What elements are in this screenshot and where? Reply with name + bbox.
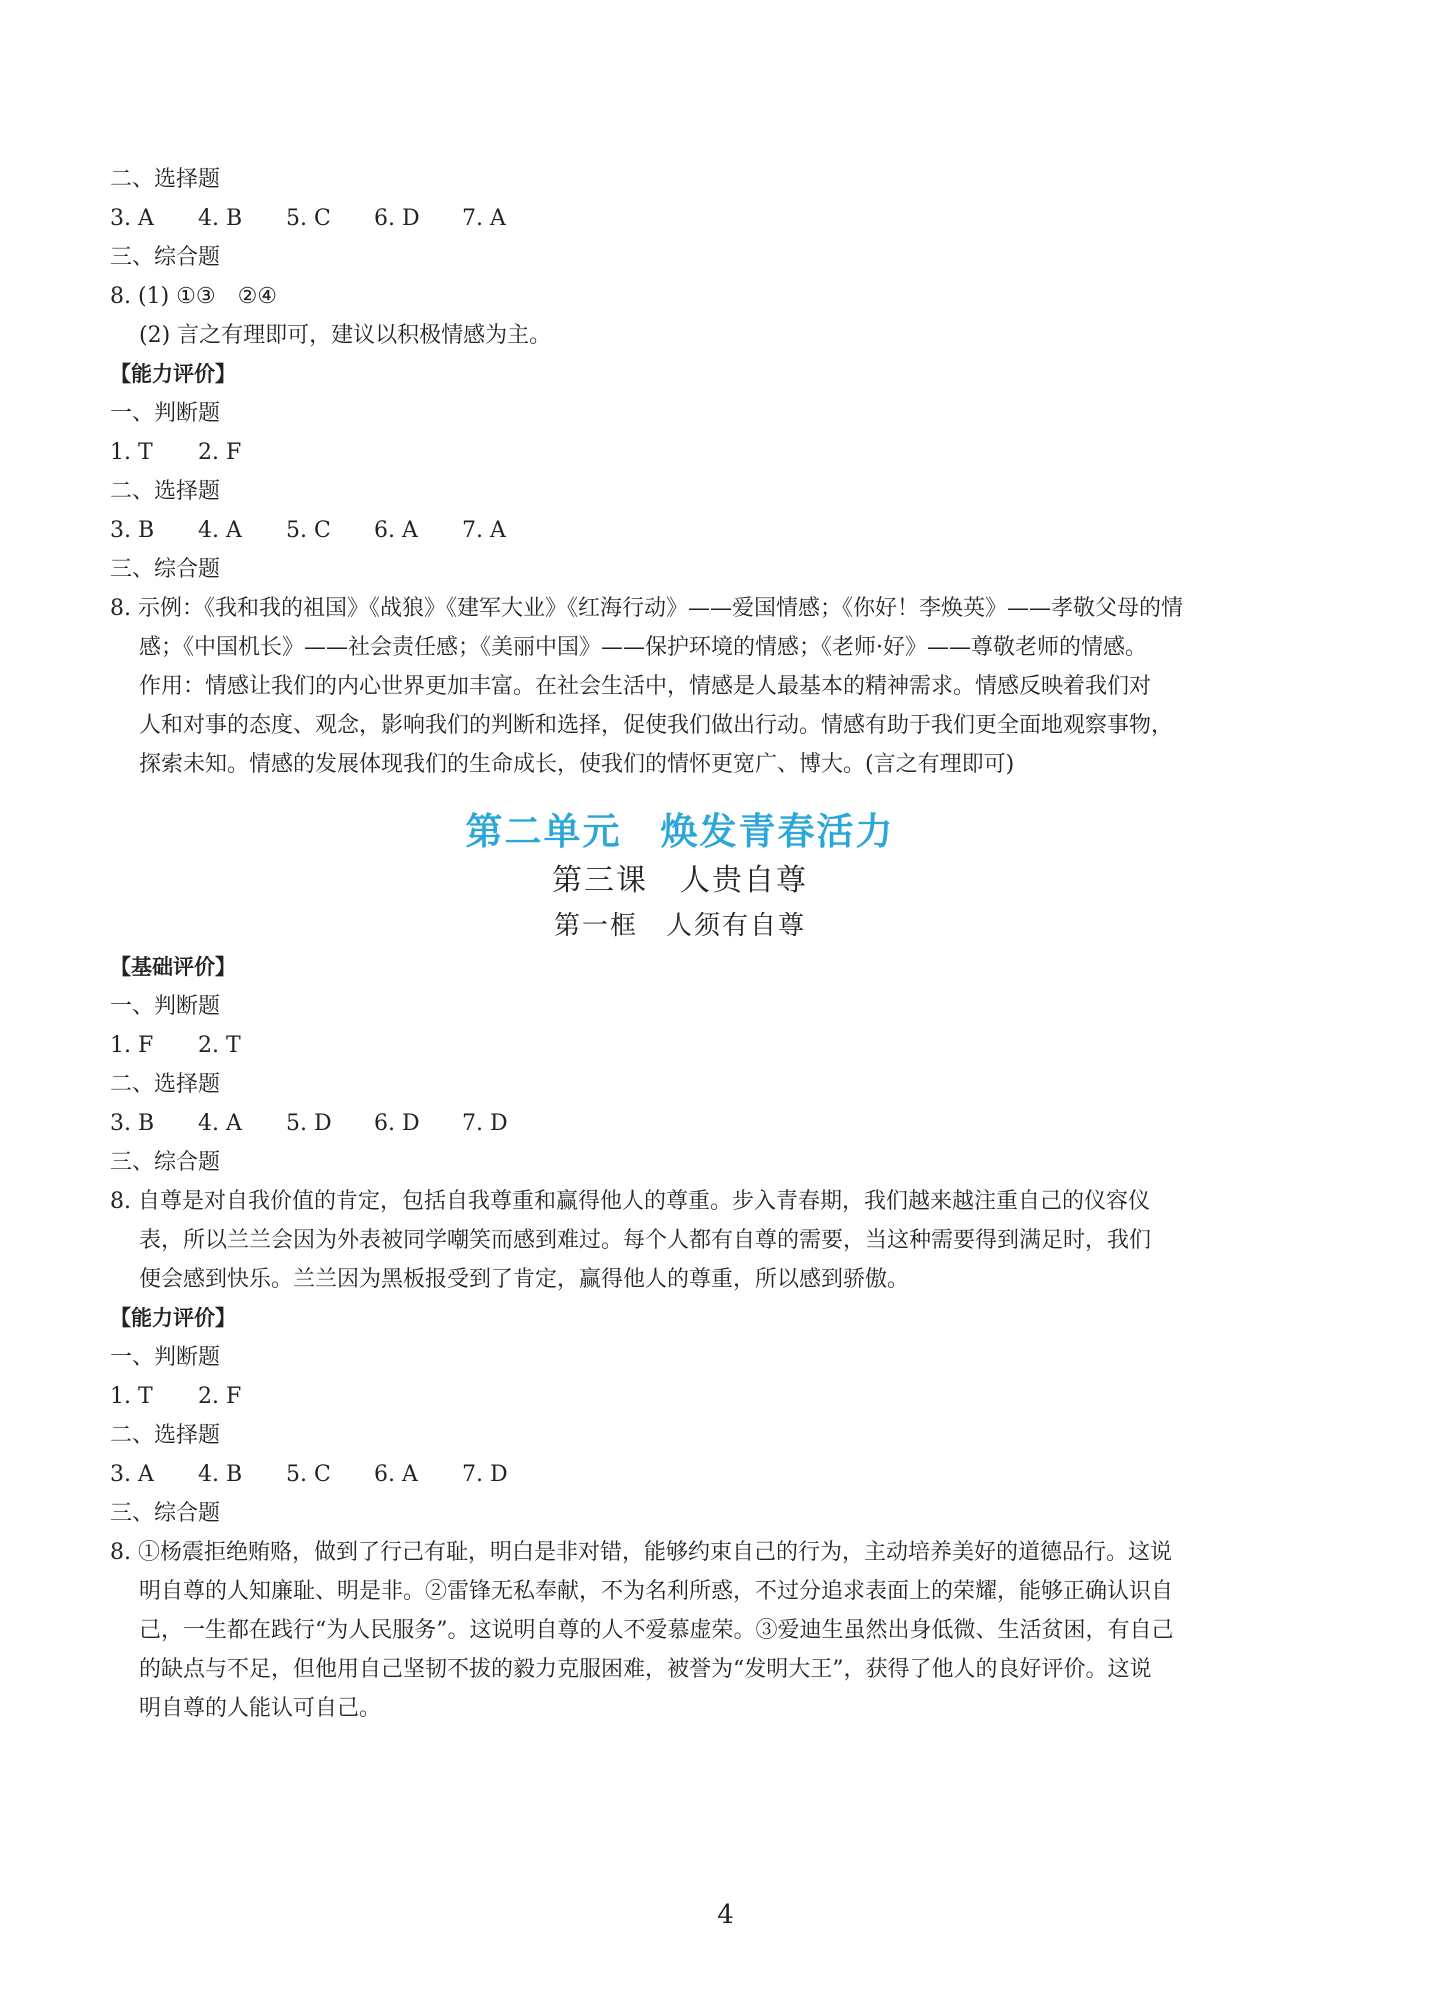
q8-line: 表，所以兰兰会因为外表被同学嘲笑而感到难过。每个人都有自尊的需要，当这种需要得到满足时，我们 (139, 1228, 1152, 1253)
judge-answers (110, 1377, 1250, 1416)
q8-line: 8. 自尊是对自我价值的肯定，包括自我尊重和赢得他人的尊重。步入青春期，我们越来越注重自己的仪容仪 (110, 1189, 1150, 1214)
answer-item: 1. T (110, 440, 153, 465)
q8-line: 人和对事的态度、观念，影响我们的判断和选择，促使我们做出行动。情感有助于我们更全面地观察事物， (139, 713, 1174, 738)
comprehensive-heading: 三、综合题 (110, 557, 221, 582)
answer-item: 2. F (198, 1384, 242, 1409)
choice-answers (110, 199, 1250, 238)
choice-answers (110, 1104, 1250, 1143)
answer-item: 4. B (198, 206, 243, 231)
answer-item: 7. A (462, 518, 506, 543)
choice-heading: 二、选择题 (110, 1072, 221, 1097)
answer-page (110, 160, 1250, 1728)
choice-answers (110, 511, 1250, 550)
answer-item: 3. B (110, 518, 155, 543)
answer-item: 4. A (198, 1111, 242, 1136)
q8-line: 感；《中国机长》——社会责任感；《美丽中国》——保护环境的情感；《老师·好》——尊敬老师的情感。 (139, 635, 1147, 660)
answer-item: 1. F (110, 1033, 154, 1058)
judge-heading: 一、判断题 (110, 1345, 221, 1370)
q8-line: 作用：情感让我们的内心世界更加丰富。在社会生活中，情感是人最基本的精神需求。情感反映着我们对 (139, 674, 1152, 699)
answer-item: 1. T (110, 1384, 153, 1409)
q8-line: 己，一生都在践行“为人民服务”。这说明自尊的人不爱慕虚荣。③爱迪生虽然出身低微、生活贫困，有自己 (139, 1618, 1174, 1643)
comprehensive-heading: 三、综合题 (110, 1501, 221, 1526)
answer-item: 3. A (110, 206, 154, 231)
answer-item: 7. D (462, 1462, 508, 1487)
q8-line: 8. ①杨震拒绝贿赂，做到了行己有耻，明白是非对错，能够约束自己的行为，主动培养美好的道德品行。这说 (110, 1540, 1172, 1565)
answer-item: 3. A (110, 1462, 154, 1487)
answer-item: 5. C (286, 518, 331, 543)
judge-answers (110, 1026, 1250, 1065)
answer-item: 3. B (110, 1111, 155, 1136)
answer-item: 5. C (286, 1462, 331, 1487)
ability-evaluation-label: 【能力评价】 (110, 1306, 236, 1330)
choice-heading: 二、选择题 (110, 167, 221, 192)
answer-item: 2. F (198, 440, 242, 465)
ability-evaluation-label: 【能力评价】 (110, 362, 236, 386)
basic-evaluation-label: 【基础评价】 (110, 955, 236, 979)
q8-line: 明自尊的人能认可自己。 (139, 1696, 382, 1721)
answer-item: 4. A (198, 518, 242, 543)
answer-item: 4. B (198, 1462, 243, 1487)
answer-item: 6. A (374, 1462, 418, 1487)
unit-title: 第二单元 焕发青春活力 (465, 810, 895, 853)
q8-line: 明自尊的人知廉耻、明是非。②雷锋无私奉献，不为名利所惑，不过分追求表面上的荣耀，能够正确认识自 (139, 1579, 1174, 1604)
q8-line: 8. 示例：《我和我的祖国》《战狼》《建军大业》《红海行动》——爱国情感；《你好！李焕英》——孝敬父母的情 (110, 596, 1183, 621)
answer-item: 6. D (374, 206, 420, 231)
page-number: 4 (717, 1900, 734, 1930)
choice-heading: 二、选择题 (110, 1423, 221, 1448)
q8-part1: 8. (1) ①③ ②④ (110, 284, 278, 309)
answer-item: 5. D (286, 1111, 332, 1136)
comprehensive-heading: 三、综合题 (110, 1150, 221, 1175)
comprehensive-heading: 三、综合题 (110, 245, 221, 270)
judge-heading: 一、判断题 (110, 994, 221, 1019)
answer-item: 6. D (374, 1111, 420, 1136)
q8-line: 便会感到快乐。兰兰因为黑板报受到了肯定，赢得他人的尊重，所以感到骄傲。 (139, 1267, 910, 1292)
q8-line: 探索未知。情感的发展体现我们的生命成长，使我们的情怀更宽广、博大。(言之有理即可) (139, 752, 1015, 777)
choice-answers (110, 1455, 1250, 1494)
answer-item: 5. C (286, 206, 331, 231)
lesson-title: 第三课 人贵自尊 (552, 863, 808, 898)
frame-title: 第一框 人须有自尊 (553, 911, 806, 941)
answer-item: 7. D (462, 1111, 508, 1136)
choice-heading: 二、选择题 (110, 479, 221, 504)
judge-answers (110, 433, 1250, 472)
answer-item: 2. T (198, 1033, 241, 1058)
judge-heading: 一、判断题 (110, 401, 221, 426)
answer-item: 7. A (462, 206, 506, 231)
q8-line: 的缺点与不足，但他用自己坚韧不拔的毅力克服困难，被誉为“发明大王”，获得了他人的良好评价。这说 (139, 1657, 1152, 1682)
q8-part2: (2) 言之有理即可，建议以积极情感为主。 (139, 323, 552, 348)
answer-item: 6. A (374, 518, 418, 543)
